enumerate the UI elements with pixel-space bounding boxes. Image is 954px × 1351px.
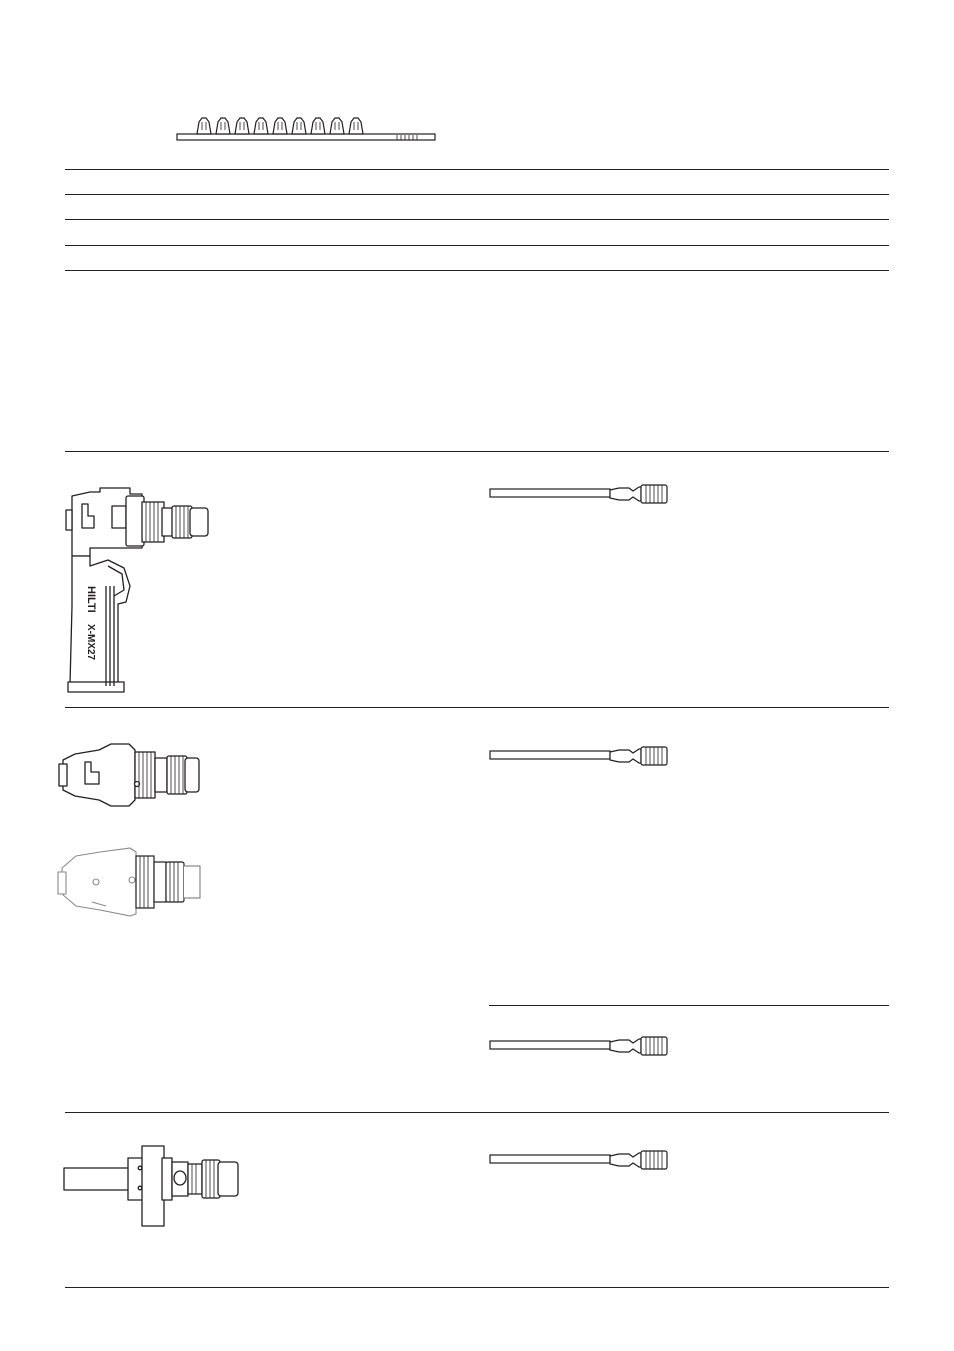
- piston-icon: [489, 745, 671, 767]
- section-rule-half: [489, 1005, 889, 1006]
- section-rule-3: [65, 1112, 889, 1113]
- nail-icon: [330, 118, 344, 134]
- tool-model-marking: X-MX27: [85, 624, 96, 661]
- piston-icon: [489, 1035, 671, 1057]
- section-rule-2: [65, 707, 889, 708]
- piston-icon: [489, 1149, 671, 1171]
- nail-icon: [273, 118, 287, 134]
- piston-figure-2: [489, 745, 671, 767]
- nail-icon: [197, 118, 211, 134]
- tool-brand-marking: HILTI: [85, 586, 97, 613]
- table-rule-1: [65, 169, 889, 170]
- single-fastener-guide-icon: [62, 1142, 244, 1232]
- section-rule-1: [65, 451, 889, 452]
- fastener-guide-outline-figure: [52, 844, 212, 920]
- fastener-guide-figure: [55, 740, 205, 810]
- nail-icon: [292, 118, 306, 134]
- fastener-strip-figure: [175, 114, 437, 144]
- piston-figure-1: [489, 483, 671, 505]
- table-rule-3: [65, 219, 889, 220]
- fastener-guide-icon: [55, 740, 205, 810]
- piston-figure-3: [489, 1035, 671, 1057]
- single-fastener-guide-figure: [62, 1142, 244, 1232]
- nail-icon: [254, 118, 268, 134]
- nail-icon: [311, 118, 325, 134]
- table-rule-5: [65, 270, 889, 271]
- nail-strip-icon: [175, 114, 437, 144]
- nail-icon: [235, 118, 249, 134]
- table-rule-4: [65, 245, 889, 246]
- nail-icon: [216, 118, 230, 134]
- magazine-tool-figure: [60, 486, 220, 701]
- piston-figure-4: [489, 1149, 671, 1171]
- table-rule-2: [65, 194, 889, 195]
- fastener-guide-outline-icon: [52, 844, 212, 920]
- section-rule-4: [65, 1287, 889, 1288]
- nail-icon: [349, 118, 363, 134]
- magazine-tool-icon: [60, 486, 220, 701]
- piston-icon: [489, 483, 671, 505]
